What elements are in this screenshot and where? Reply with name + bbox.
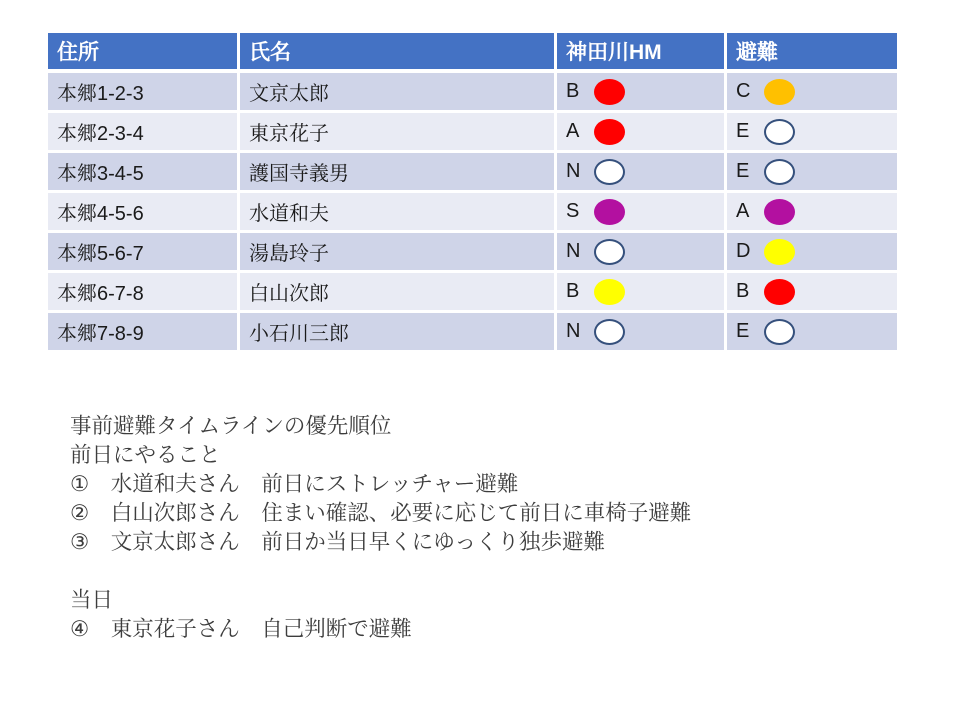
table-body: [48, 73, 897, 353]
notes-block: [70, 412, 691, 644]
evacuation-level-letter: E: [736, 160, 750, 182]
table-row: [48, 233, 897, 273]
address-cell: 本郷2-3-4: [48, 113, 240, 153]
kandagawa-cell: [557, 193, 727, 233]
name-cell: 小石川三郎: [240, 313, 557, 353]
notes-title: 事前避難タイムラインの優先順位: [70, 414, 392, 438]
kandagawa-status-circle: [594, 319, 625, 345]
note-line-same-day-heading: 当日: [70, 588, 114, 612]
kandagawa-cell: [557, 313, 727, 353]
table-header: [48, 33, 897, 73]
kandagawa-status-circle: [594, 79, 625, 105]
kandagawa-status-circle: [594, 199, 625, 225]
name-cell: 文京太郎: [240, 73, 557, 113]
kandagawa-level-letter: N: [566, 240, 581, 262]
evacuation-level-letter: C: [736, 80, 751, 102]
evacuation-level-letter: E: [736, 320, 750, 342]
table-row: [48, 313, 897, 353]
kandagawa-cell: [557, 153, 727, 193]
name-cell: 湯島玲子: [240, 233, 557, 273]
note-line-priority-4: ④ 東京花子さん 自己判断で避難: [70, 617, 412, 641]
table-row: [48, 153, 897, 193]
evacuation-cell: [727, 273, 897, 313]
evacuation-cell: [727, 313, 897, 353]
evacuation-cell: [727, 233, 897, 273]
kandagawa-cell: [557, 113, 727, 153]
kandagawa-level-letter: N: [566, 160, 581, 182]
kandagawa-cell: [557, 273, 727, 313]
kandagawa-level-letter: B: [566, 80, 580, 102]
kandagawa-level-letter: N: [566, 320, 581, 342]
evacuation-status-circle: [764, 79, 795, 105]
table-row: [48, 73, 897, 113]
column-header-evacuation: 避難: [727, 33, 897, 73]
evacuation-status-circle: [764, 279, 795, 305]
kandagawa-status-circle: [594, 119, 625, 145]
kandagawa-cell: [557, 233, 727, 273]
evacuation-level-letter: E: [736, 120, 750, 142]
address-cell: 本郷5-6-7: [48, 233, 240, 273]
kandagawa-level-letter: A: [566, 120, 580, 142]
evacuation-cell: [727, 113, 897, 153]
column-header-kandagawa-hm: 神田川HM: [557, 33, 727, 73]
kandagawa-cell: [557, 73, 727, 113]
name-cell: 水道和夫: [240, 193, 557, 233]
name-cell: 護国寺義男: [240, 153, 557, 193]
note-line-priority-2: ② 白山次郎さん 住まい確認、必要に応じて前日に車椅子避難: [70, 501, 692, 525]
evacuation-status-circle: [764, 119, 795, 145]
name-cell: 東京花子: [240, 113, 557, 153]
evacuation-cell: [727, 153, 897, 193]
evacuation-level-letter: D: [736, 240, 751, 262]
evacuation-level-letter: A: [736, 200, 750, 222]
address-cell: 本郷7-8-9: [48, 313, 240, 353]
note-line-priority-3: ③ 文京太郎さん 前日か当日早くにゆっくり独歩避難: [70, 530, 606, 554]
note-line-day-before-heading: 前日にやること: [70, 443, 221, 467]
column-header-name: 氏名: [240, 33, 557, 73]
evacuation-level-letter: B: [736, 280, 750, 302]
address-cell: 本郷1-2-3: [48, 73, 240, 113]
evacuation-status-circle: [764, 239, 795, 265]
address-cell: 本郷4-5-6: [48, 193, 240, 233]
evacuation-status-circle: [764, 159, 795, 185]
evacuation-status-circle: [764, 199, 795, 225]
column-header-address: 住所: [48, 33, 240, 73]
note-line-priority-1: ① 水道和夫さん 前日にストレッチャー避難: [70, 472, 519, 496]
kandagawa-status-circle: [594, 239, 625, 265]
table-row: [48, 113, 897, 153]
header-row: [48, 33, 897, 73]
evacuation-cell: [727, 193, 897, 233]
address-cell: 本郷3-4-5: [48, 153, 240, 193]
residents-table: [48, 33, 897, 353]
table-row: [48, 193, 897, 233]
table-row: [48, 273, 897, 313]
address-cell: 本郷6-7-8: [48, 273, 240, 313]
evacuation-cell: [727, 73, 897, 113]
kandagawa-level-letter: S: [566, 200, 580, 222]
name-cell: 白山次郎: [240, 273, 557, 313]
kandagawa-status-circle: [594, 159, 625, 185]
evacuation-status-circle: [764, 319, 795, 345]
kandagawa-level-letter: B: [566, 280, 580, 302]
kandagawa-status-circle: [594, 279, 625, 305]
note-line-spacer: [70, 557, 691, 586]
